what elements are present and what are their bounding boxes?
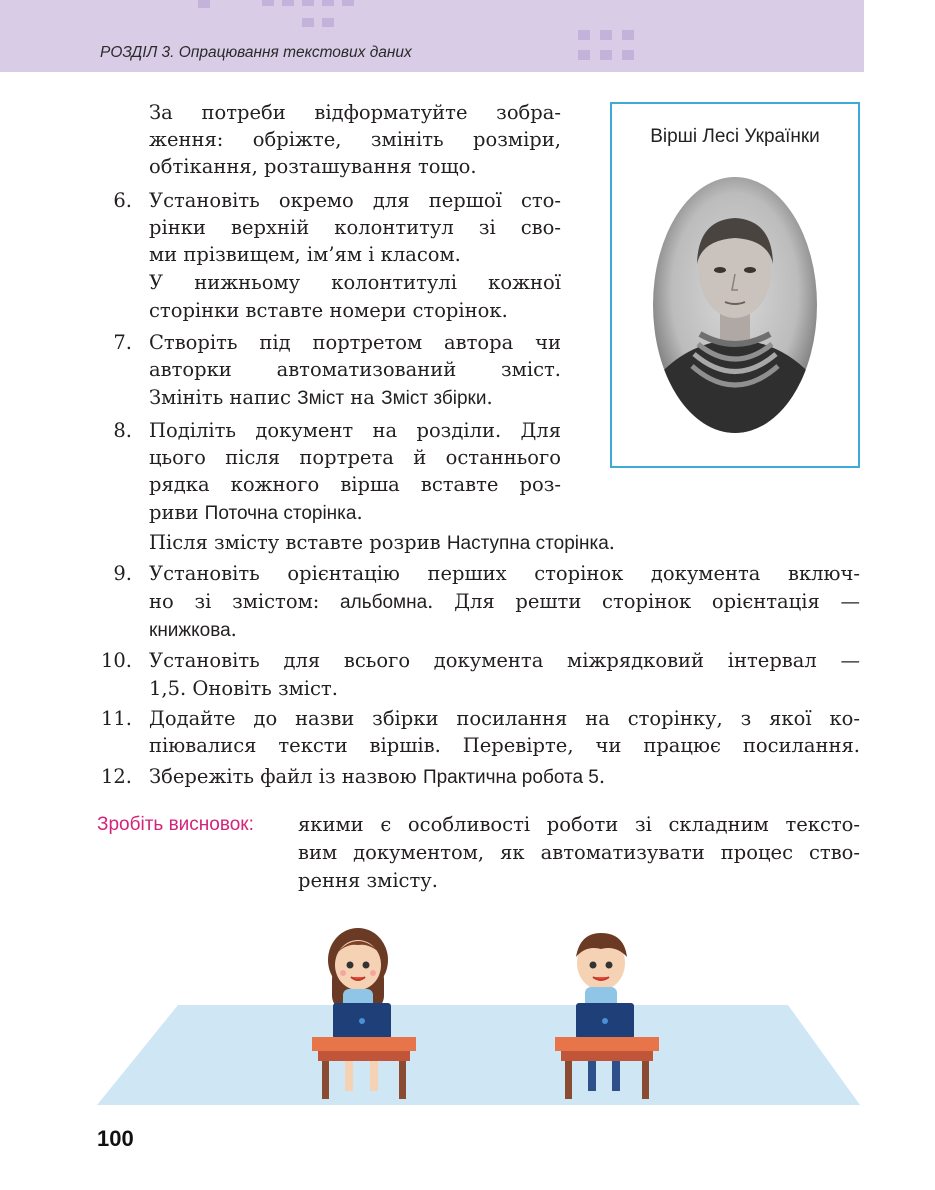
floor-shape bbox=[97, 1005, 860, 1105]
item-8-line-5: Після змісту вставте розрив Наступна сторінка. bbox=[149, 531, 615, 554]
item-11-line-1: Додайте до назви збірки посилання на сторінку, з якої ко- bbox=[149, 707, 860, 730]
conclusion-line-1: якими є особливості роботи зі складним тексто- bbox=[298, 813, 860, 836]
item-6-line-5: сторінки вставте номери сторінок. bbox=[149, 299, 508, 322]
item-8-line-1: Поділіть документ на розділи. Для bbox=[149, 419, 561, 442]
item-number-7: 7. bbox=[113, 331, 132, 354]
item-9-line-3: книжкова. bbox=[149, 618, 237, 641]
girl-figure bbox=[328, 928, 388, 1013]
item-number-8: 8. bbox=[113, 419, 132, 442]
item-11-line-2: піювалися тексти віршів. Перевірте, чи працює посилання. bbox=[149, 734, 860, 757]
item-6-line-1: Установіть окремо для першої сто- bbox=[149, 189, 561, 212]
intro-line-1: За потреби відформатуйте зобра- bbox=[149, 101, 561, 124]
item-7-line-1: Створіть під портретом автора чи bbox=[149, 331, 561, 354]
item-number-9: 9. bbox=[113, 562, 132, 585]
item-7-line-3: Змініть напис Зміст на Зміст збірки. bbox=[149, 386, 493, 409]
item-number-6: 6. bbox=[113, 189, 132, 212]
conclusion-line-2: вим документом, як автоматизувати процес ство- bbox=[298, 841, 860, 864]
item-6-line-2: рінки верхній колонтитул зі сво- bbox=[149, 216, 561, 239]
section-title: РОЗДІЛ 3. Опрацювання текстових даних bbox=[100, 44, 412, 61]
frame-title: Вірші Лесі Українки bbox=[650, 126, 820, 147]
item-6-line-4: У нижньому колонтитулі кожної bbox=[149, 271, 561, 294]
item-8-line-4: риви Поточна сторінка. bbox=[149, 501, 363, 524]
item-number-11: 11. bbox=[100, 707, 132, 730]
boy-figure bbox=[576, 933, 627, 1011]
conclusion-label: Зробіть висновок: bbox=[97, 814, 254, 835]
students-illustration bbox=[0, 925, 935, 1125]
item-9-line-2: но зі змістом: альбомна. Для решти сторінок орієнтація — bbox=[149, 590, 860, 613]
item-number-10: 10. bbox=[100, 649, 132, 672]
portrait-image bbox=[650, 174, 820, 436]
item-7-line-2: авторки автоматизований зміст. bbox=[149, 358, 561, 381]
item-9-line-1: Установіть орієнтацію перших сторінок документа включ- bbox=[149, 562, 860, 585]
item-number-12: 12. bbox=[100, 765, 132, 788]
conclusion-line-3: рення змісту. bbox=[298, 869, 438, 892]
item-12-line-1: Збережіть файл із назвою Практична робота 5. bbox=[149, 765, 606, 788]
item-10-line-2: 1,5. Оновіть зміст. bbox=[149, 677, 338, 700]
portrait-frame bbox=[610, 102, 860, 468]
chapter-header bbox=[0, 0, 864, 72]
item-6-line-3: ми прізвищем, ім’ям і класом. bbox=[149, 243, 461, 266]
page-number: 100 bbox=[97, 1126, 134, 1151]
item-8-line-3: рядка кожного вірша вставте роз- bbox=[149, 473, 561, 496]
item-8-line-2: цього після портрета й останнього bbox=[149, 446, 561, 469]
item-10-line-1: Установіть для всього документа міжрядковий інтервал — bbox=[149, 649, 860, 672]
intro-line-2: ження: обріжте, змініть розміри, bbox=[149, 128, 561, 151]
intro-line-3: обтікання, розташування тощо. bbox=[149, 155, 477, 178]
